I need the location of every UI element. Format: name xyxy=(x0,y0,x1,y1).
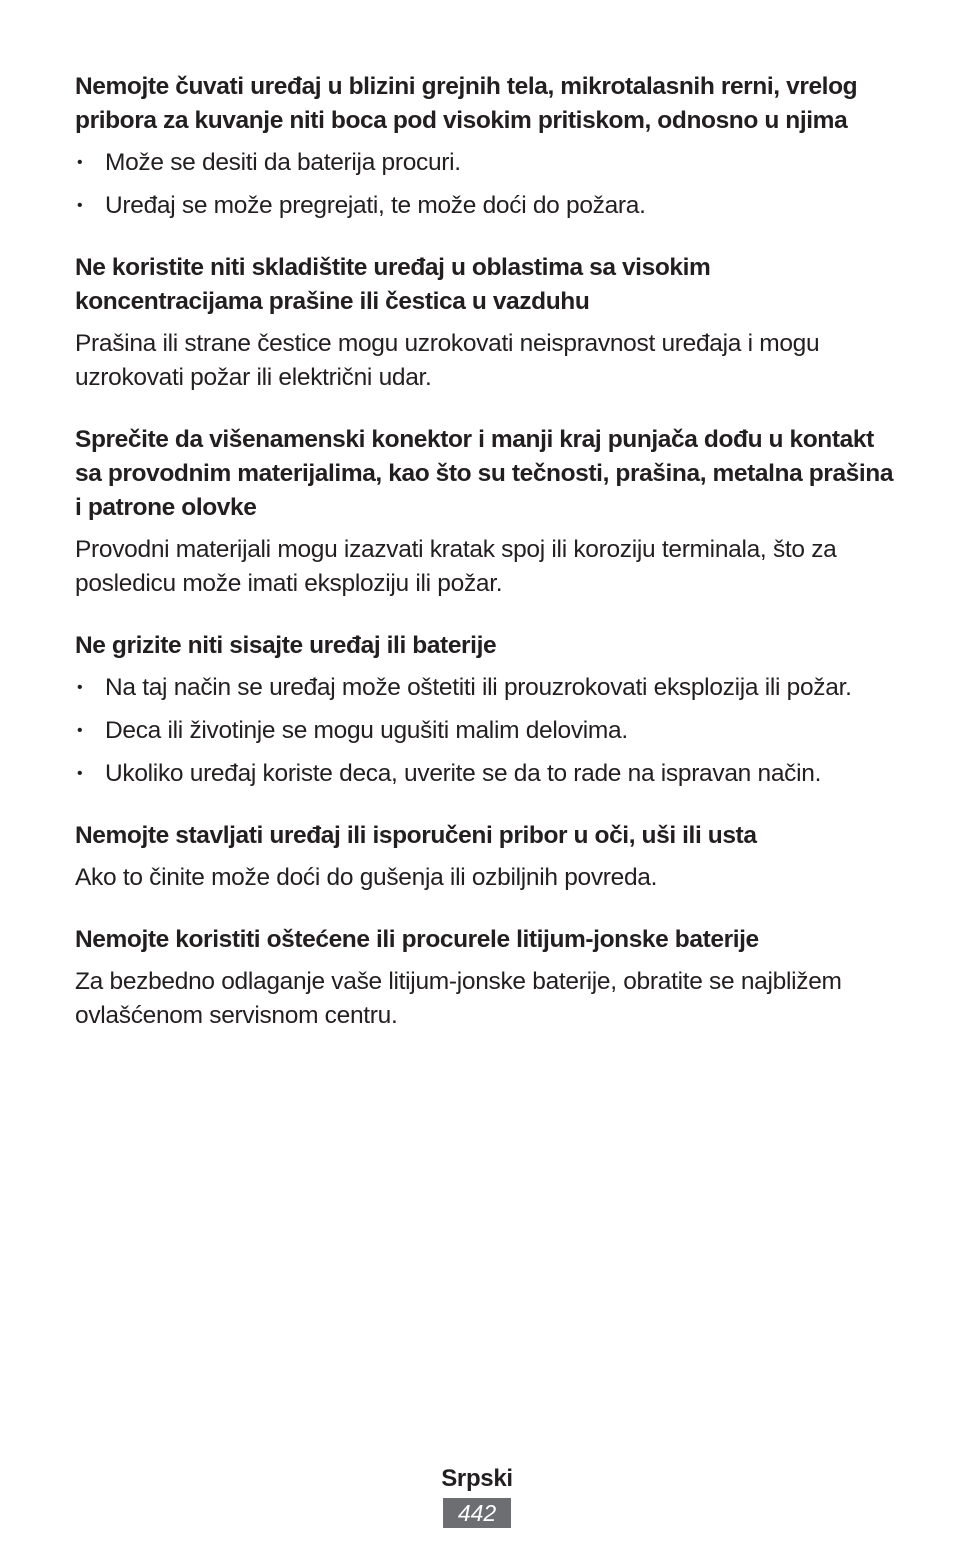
bullet-icon: • xyxy=(77,679,83,696)
section-heading: Nemojte čuvati uređaj u blizini grejnih tela, mikrotalasnih rerni, vrelog pribora za kuvanje niti boca pod visokim pritiskom, odnosno u njima xyxy=(75,73,858,134)
section-heading: Nemojte stavljati uređaj ili isporučeni pribor u oči, uši ili usta xyxy=(75,822,757,849)
section-eyes-ears-mouth xyxy=(75,819,895,895)
list-item-text: Deca ili životinje se mogu ugušiti malim delovima. xyxy=(105,717,628,744)
section-text: Prašina ili strane čestice mogu uzrokovati neispravnost uređaja i mogu uzrokovati požar ili električni udar. xyxy=(75,330,820,391)
list-item xyxy=(75,714,895,748)
section-biting xyxy=(75,629,895,791)
list-item xyxy=(75,671,895,705)
section-text: Za bezbedno odlaganje vaše litijum-jonske baterije, obratite se najbližem ovlašćenom servisnom centru. xyxy=(75,968,842,1029)
bullet-icon: • xyxy=(77,765,83,782)
section-text: Ako to činite može doći do gušenja ili ozbiljnih povreda. xyxy=(75,864,658,891)
section-dust xyxy=(75,251,895,395)
list-item-text: Može se desiti da baterija procuri. xyxy=(105,149,461,176)
bullet-icon: • xyxy=(77,197,83,214)
page-number-badge: 442 xyxy=(443,1498,511,1528)
bullet-list xyxy=(75,671,895,791)
document-body xyxy=(75,70,895,1061)
section-heading: Ne koristite niti skladištite uređaj u oblastima sa visokim koncentracijama prašine ili čestica u vazduhu xyxy=(75,254,711,315)
list-item xyxy=(75,146,895,180)
footer-language-label: Srpski xyxy=(441,1465,513,1492)
section-heading: Nemojte koristiti oštećene ili procurele litijum-jonske baterije xyxy=(75,926,759,953)
section-heading: Sprečite da višenamenski konektor i manji kraj punjača dođu u kontakt sa provodnim materijalima, kao što su tečnosti, prašina, metalna prašina i patrone olovke xyxy=(75,426,894,521)
page-footer xyxy=(0,1462,954,1528)
list-item-text: Na taj način se uređaj može oštetiti ili prouzrokovati eksplozija ili požar. xyxy=(105,674,852,701)
bullet-icon: • xyxy=(77,722,83,739)
section-text: Provodni materijali mogu izazvati kratak spoj ili koroziju terminala, što za posledicu može imati eksploziju ili požar. xyxy=(75,536,837,597)
list-item-text: Uređaj se može pregrejati, te može doći do požara. xyxy=(105,192,646,219)
section-heat-sources xyxy=(75,70,895,223)
list-item-text: Ukoliko uređaj koriste deca, uverite se da to rade na ispravan način. xyxy=(105,760,822,787)
section-heading: Ne grizite niti sisajte uređaj ili baterije xyxy=(75,632,497,659)
section-connector xyxy=(75,423,895,601)
list-item xyxy=(75,189,895,223)
list-item xyxy=(75,757,895,791)
section-damaged-batteries xyxy=(75,923,895,1033)
bullet-list xyxy=(75,146,895,223)
bullet-icon: • xyxy=(77,154,83,171)
